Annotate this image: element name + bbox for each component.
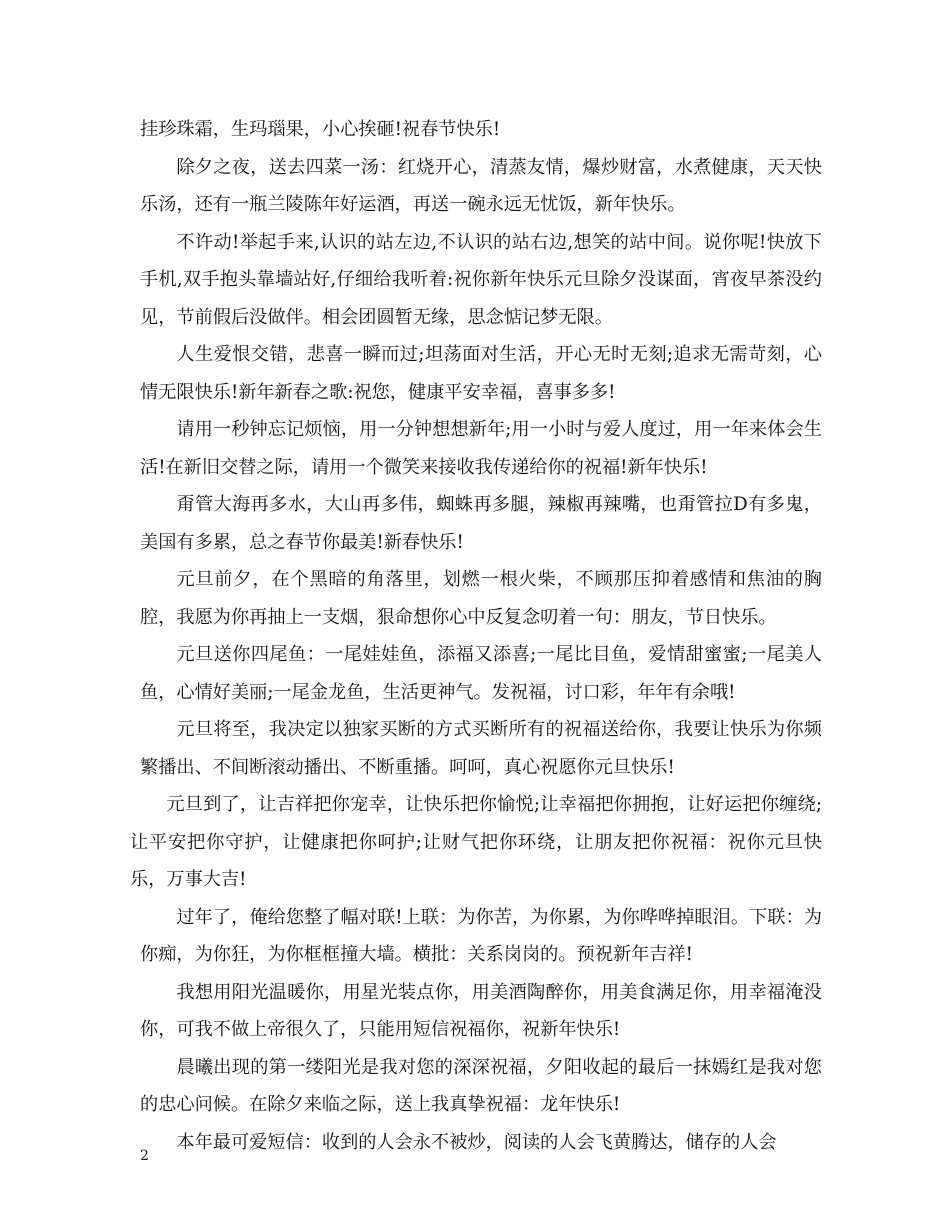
paragraph: 人生爱恨交错，悲喜一瞬而过;坦荡面对生活，开心无时无刻;追求无需苛刻，心情无限快乐!新年新春之歌:祝您，健康平安幸福，喜事多多! xyxy=(140,344,822,403)
paragraph: 元旦到了，让吉祥把你宠幸，让快乐把你愉悦;让幸福把你拥抱，让好运把你缠绕;让平安把你守护，让健康把你呵护;让财气把你环绕，让朋友把你祝福：祝你元旦快乐，万事大吉! xyxy=(130,794,822,890)
page-number: 2 xyxy=(140,1148,149,1164)
paragraph: 本年最可爱短信：收到的人会永不被炒，阅读的人会飞黄腾达，储存的人会 xyxy=(176,1131,777,1153)
document-body xyxy=(130,111,822,1161)
paragraph: 晨曦出现的第一缕阳光是我对您的深深祝福，夕阳收起的最后一抹嫣红是我对您的忠心问候。在除夕来临之际，送上我真挚祝福：龙年快乐! xyxy=(140,1056,822,1115)
paragraph: 我想用阳光温暖你，用星光装点你，用美酒陶醉你，用美食满足你，用幸福淹没你，可我不做上帝很久了，只能用短信祝福你，祝新年快乐! xyxy=(140,981,822,1040)
paragraph: 除夕之夜，送去四菜一汤：红烧开心，清蒸友情，爆炒财富，水煮健康，天天快乐汤，还有一瓶兰陵陈年好运酒，再送一碗永远无忧饭，新年快乐。 xyxy=(140,156,822,215)
paragraph: 元旦将至，我决定以独家买断的方式买断所有的祝福送给你，我要让快乐为你频繁播出、不间断滚动播出、不断重播。呵呵，真心祝愿你元旦快乐! xyxy=(140,719,822,778)
paragraph: 不许动!举起手来,认识的站左边,不认识的站右边,想笑的站中间。说你呢!快放下手机,双手抱头靠墙站好,仔细给我听着:祝你新年快乐元旦除夕没谋面，宵夜早茶没约见，节前假后没做伴。相会团圆暂无缘，思念惦记梦无限。 xyxy=(140,231,822,328)
paragraph: 请用一秒钟忘记烦恼，用一分钟想想新年;用一小时与爱人度过，用一年来体会生活!在新旧交替之际，请用一个微笑来接收我传递给你的祝福!新年快乐! xyxy=(140,419,822,478)
paragraph: 过年了，俺给您整了幅对联!上联：为你苦，为你累，为你哗哗掉眼泪。下联：为你痴，为你狂，为你框框撞大墙。横批：关系岗岗的。预祝新年吉祥! xyxy=(140,906,822,965)
paragraph: 挂珍珠霜，生玛瑙果，小心挨砸!祝春节快乐! xyxy=(140,119,501,140)
paragraph: 元旦送你四尾鱼：一尾娃娃鱼，添福又添喜;一尾比目鱼，爱情甜蜜蜜;一尾美人鱼，心情好美丽;一尾金龙鱼，生活更神气。发祝福，讨口彩，年年有余哦! xyxy=(140,644,822,703)
paragraph: 甭管大海再多水，大山再多伟，蜘蛛再多腿，辣椒再辣嘴，也甭管拉D有多鬼，美国有多累，总之春节你最美!新春快乐! xyxy=(140,494,822,553)
paragraph: 元旦前夕，在个黑暗的角落里，划燃一根火柴，不顾那压抑着感情和焦油的胸腔，我愿为你再抽上一支烟，狠命想你心中反复念叨着一句：朋友，节日快乐。 xyxy=(140,569,822,628)
